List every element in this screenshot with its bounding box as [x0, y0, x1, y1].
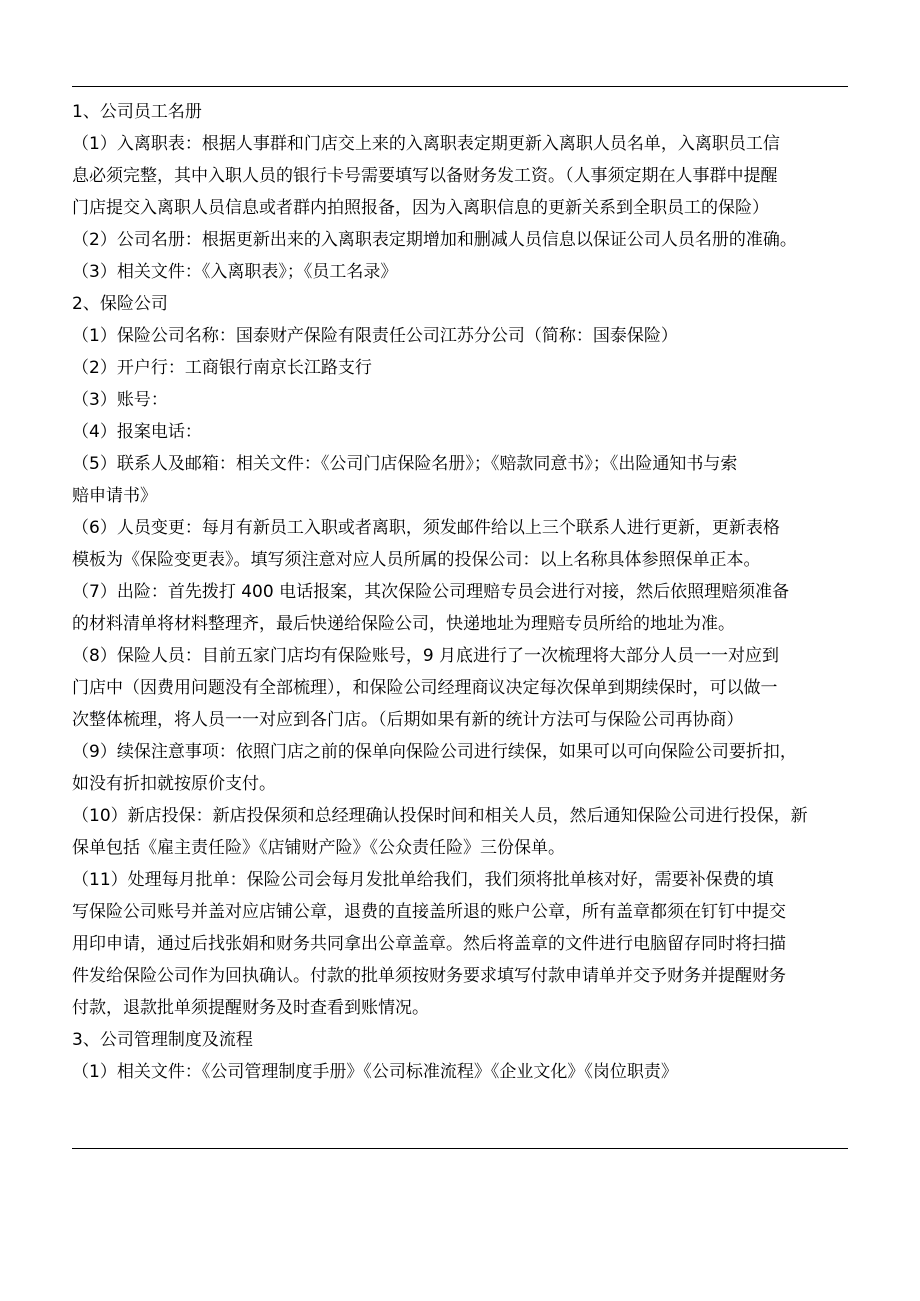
text-line: 保单包括《雇主责任险》《店铺财产险》《公众责任险》三份保单。	[72, 838, 565, 858]
document-body	[72, 96, 852, 1088]
text-line: 如没有折扣就按原价支付。	[72, 774, 276, 794]
text-line: 件发给保险公司作为回执确认。付款的批单须按财务要求填写付款申请单并交予财务并提醒财务	[72, 966, 786, 986]
text-line: （7）出险：首先拨打 400 电话报案，其次保险公司理赔专员会进行对接，然后依照理赔须准备	[72, 582, 790, 602]
text-line: （2）开户行：工商银行南京长江路支行	[72, 358, 372, 378]
text-line: （5）联系人及邮箱：相关文件：《公司门店保险名册》；《赔款同意书》；《出险通知书与索	[72, 454, 738, 474]
text-line: 的材料清单将材料整理齐，最后快递给保险公司，快递地址为理赔专员所给的地址为准。	[72, 614, 735, 634]
text-line: 赔申请书》	[72, 486, 157, 506]
text-line: （1）保险公司名称：国泰财产保险有限责任公司江苏分公司（简称：国泰保险）	[72, 326, 678, 346]
text-line: 用印申请，通过后找张娟和财务共同拿出公章盖章。然后将盖章的文件进行电脑留存同时将扫描	[72, 934, 786, 954]
text-line: （2）公司名册：根据更新出来的入离职表定期增加和删减人员信息以保证公司人员名册的准确。	[72, 230, 797, 250]
text-line: 门店提交入离职人员信息或者群内拍照报备，因为入离职信息的更新关系到全职员工的保险）	[72, 198, 769, 218]
text-line: 模板为《保险变更表》。填写须注意对应人员所属的投保公司：以上名称具体参照保单正本。	[72, 550, 761, 570]
header-rule	[72, 86, 848, 87]
text-line: 写保险公司账号并盖对应店铺公章，退费的直接盖所退的账户公章，所有盖章都须在钉钉中提交	[72, 902, 786, 922]
section-divider-rule	[72, 1148, 848, 1149]
text-line: （3）相关文件：《入离职表》；《员工名录》	[72, 262, 398, 282]
section-title-1: 1、公司员工名册	[72, 102, 202, 122]
text-line: （10）新店投保：新店投保须和总经理确认投保时间和相关人员，然后通知保险公司进行投保，新	[72, 806, 808, 826]
section-title-2: 2、保险公司	[72, 294, 168, 314]
text-line: （3）账号：	[72, 390, 168, 410]
text-line: 门店中（因费用问题没有全部梳理），和保险公司经理商议决定每次保单到期续保时，可以做一	[72, 678, 778, 698]
text-line: （4）报案电话：	[72, 422, 202, 442]
text-line: （11）处理每月批单：保险公司会每月发批单给我们，我们须将批单核对好，需要补保费的填	[72, 870, 774, 890]
text-line: （1）入离职表：根据人事群和门店交上来的入离职表定期更新入离职人员名单，入离职员工信	[72, 134, 780, 154]
text-line: （6）人员变更：每月有新员工入职或者离职，须发邮件给以上三个联系人进行更新，更新表格	[72, 518, 780, 538]
text-line: （8）保险人员：目前五家门店均有保险账号，9 月底进行了一次梳理将大部分人员一一对应到	[72, 646, 780, 666]
text-line: （1）相关文件：《公司管理制度手册》《公司标准流程》《企业文化》《岗位职责》	[72, 1062, 678, 1082]
text-line: （9）续保注意事项：依照门店之前的保单向保险公司进行续保，如果可以可向保险公司要折扣，	[72, 742, 797, 762]
section-title-3: 3、公司管理制度及流程	[72, 1030, 253, 1050]
text-line: 次整体梳理，将人员一一对应到各门店。（后期如果有新的统计方法可与保险公司再协商）	[72, 710, 744, 730]
text-line: 息必须完整，其中入职人员的银行卡号需要填写以备财务发工资。（人事须定期在人事群中提醒	[72, 166, 778, 186]
text-line: 付款，退款批单须提醒财务及时查看到账情况。	[72, 998, 429, 1018]
